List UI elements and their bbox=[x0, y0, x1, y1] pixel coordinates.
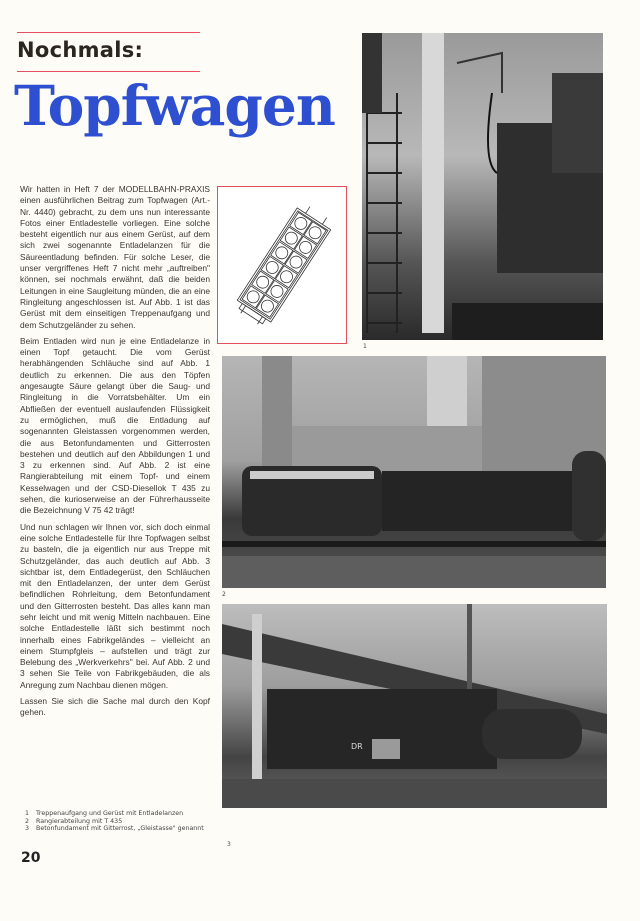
figure-2-label: 2 bbox=[222, 591, 226, 598]
pot-frame bbox=[261, 256, 283, 278]
pot-frame bbox=[275, 266, 297, 288]
photo-1-unloading-scaffold bbox=[362, 33, 603, 340]
pot-frame bbox=[266, 280, 288, 302]
paragraph: Beim Entladen wird nun je eine Entladelanze in einen Topf getaucht. Die vom Gerüst herabhängenden Schläuche sind auf Abb. 1 deutlich zu erkennen. Die aus den Töpfen angesaugte Säure gelangt über die Saug- und Ringleitung in die Vorratsbehälter. Um ein Abfließen der eventuell auslaufenden Flüssigkeit zu ermöglichen, muß die Entladung auf sogenannten Gleistassen vorgenommen werden, die aus Betonfundamenten und Gitterrosten bestehen und deutlich auf den Abbildungen 1 und 3 zu erkennen sind. Auf Abb. 2 ist eine Rangierabteilung mit einem Topf- und einem Kesselwagen und der CSD-Diesellok T 435 zu sehen, die kurioserweise an der Führerhausseite die Bezeichnung V 75 42 trägt! bbox=[20, 335, 210, 516]
pot-frame bbox=[271, 242, 293, 264]
pot-frame bbox=[280, 227, 302, 249]
figure-1-label: 1 bbox=[363, 343, 367, 350]
caption-number: 2 bbox=[25, 817, 30, 825]
photo-2-shunting-train bbox=[222, 356, 606, 588]
pot-frame bbox=[294, 236, 316, 258]
pot-frame bbox=[256, 295, 278, 317]
caption-text: Rangierabteilung mit T 435 bbox=[36, 817, 123, 825]
wagon-marking: DR bbox=[351, 742, 363, 751]
pot-frame bbox=[242, 286, 264, 308]
bottom-rule bbox=[17, 71, 200, 72]
figure-captions bbox=[25, 810, 210, 833]
top-rule bbox=[17, 32, 200, 33]
page-number: 20 bbox=[21, 850, 41, 866]
paragraph: Und nun schlagen wir Ihnen vor, sich doch einmal eine solche Entladestelle für Ihre Topfwagen selbst zu basteln, die ja eigentlich nur aus Treppe mit Schutzgeländer, das auch deutlich auf Abb. 3 sichtbar ist, dem Entladegerüst, den Schläuchen mit den Entladelanzen, der unter dem Gerüst befindlichen Rohrleitung, dem Betonfundament und den Gitterrosten besteht. Das alles kann man sehr leicht und mit wenig Mitteln nachbauen. Eine solche Entladestelle läßt sich bestimmt noch innerhalb eines Fabrikgeländes – vielleicht an einem Stumpfgleis – aufstellen und trägt zur Belebung des „Werkverkehrs" bei. Auf Abb. 2 und 3 sehen Sie Teile von Fabrikgebäuden, die als Anregung zum Nachbau dienen mögen. bbox=[20, 521, 210, 690]
pot-frame bbox=[285, 251, 307, 273]
caption-1 bbox=[25, 810, 210, 818]
caption-text: Betonfundament mit Gitterrost, „Gleistasse" genannt bbox=[36, 825, 204, 833]
photo-3-pot-wagon bbox=[222, 604, 607, 808]
caption-text: Treppenaufgang und Gerüst mit Entladelanzen bbox=[36, 810, 184, 817]
pot-frame bbox=[252, 271, 274, 293]
caption-number: 1 bbox=[25, 810, 30, 817]
page-title: Topfwagen bbox=[14, 73, 335, 138]
caption-2 bbox=[25, 818, 210, 826]
topfwagen-plan-drawing bbox=[217, 186, 347, 344]
paragraph: Lassen Sie sich die Sache mal durch den Kopf gehen. bbox=[20, 696, 210, 718]
article-text bbox=[20, 184, 210, 724]
kicker-heading: Nochmals: bbox=[17, 38, 144, 62]
paragraph: Wir hatten in Heft 7 der MODELLBAHN-PRAXIS einen ausführlichen Beitrag zum Topfwagen (Art.-Nr. 4440) gebracht, zu dem uns nun interessante Fotos einer Entladestelle vorliegen. Eine solche besteht eigentlich nur aus einem Gerüst, auf dem sich zwei sogenannte Entladelanzen für die Säureentladung befinden. Für solche Leser, die unser vergriffenes Heft 7 nicht mehr „auftreiben" können, sei nochmals erwähnt, daß die beiden Leitungen in eine Saugleitung münden, die an eine Ringleitung angeschlossen ist. Auf Abb. 1 ist das Gerüst mit dem einseitigen Treppenaufgang und dem Schutzgeländer zu sehen. bbox=[20, 184, 210, 330]
caption-number: 3 bbox=[25, 825, 30, 833]
caption-3 bbox=[25, 825, 210, 833]
figure-3-label: 3 bbox=[227, 841, 231, 848]
